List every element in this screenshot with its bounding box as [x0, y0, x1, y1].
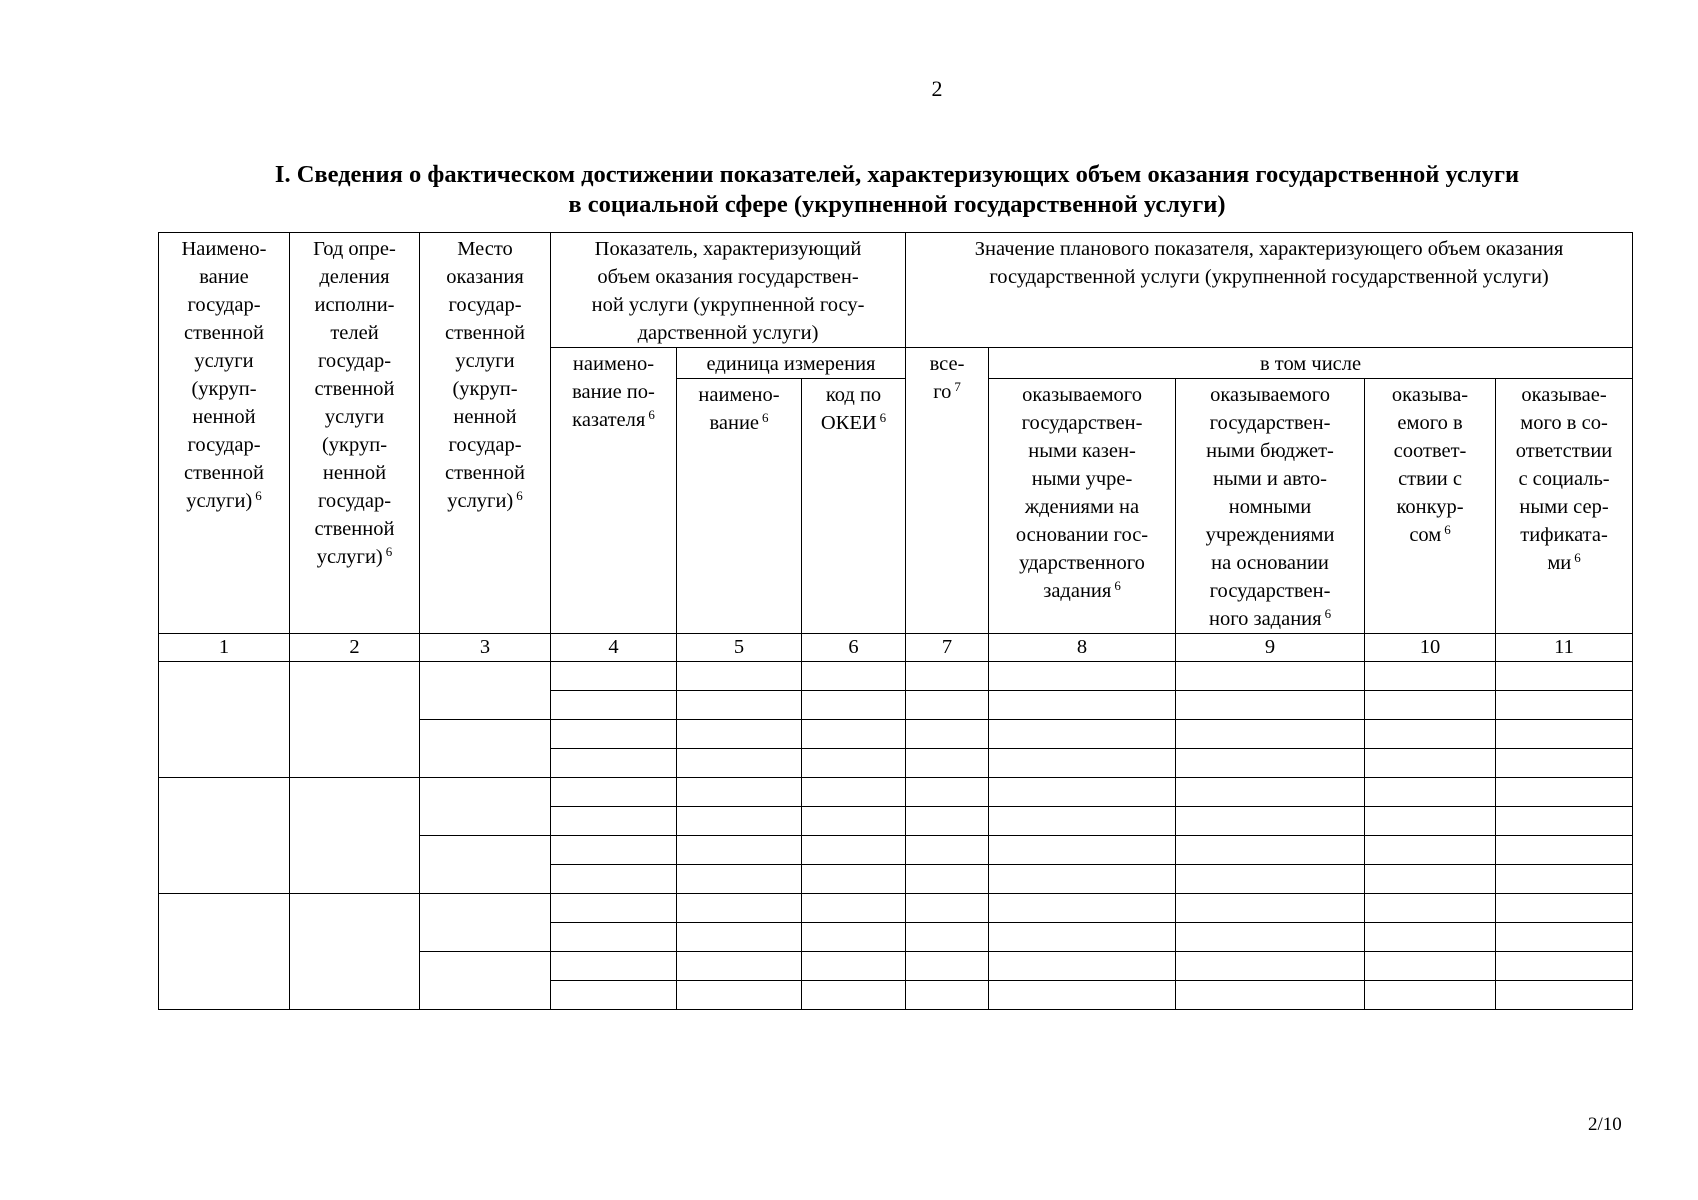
header-text-line: ными сер-: [1519, 496, 1609, 518]
header-total: [906, 348, 989, 634]
table-cell[interactable]: [1496, 952, 1633, 981]
table-cell[interactable]: [420, 720, 551, 778]
header-text-line: услуги: [324, 406, 385, 428]
header-text: вание: [709, 412, 760, 434]
header-text-line: ными бюджет-: [1206, 440, 1334, 462]
table-cell[interactable]: [551, 923, 677, 952]
table-cell[interactable]: [420, 662, 551, 720]
header-text-line: наимено-: [698, 384, 780, 406]
table-cell[interactable]: [802, 865, 906, 894]
header-text-line: оказывае-: [1521, 384, 1607, 406]
header-text-line: оказываемого: [1022, 384, 1142, 406]
header-text-line: [1498, 549, 1630, 577]
table-cell[interactable]: [989, 749, 1176, 778]
header-text-line: государ-: [187, 294, 261, 316]
table-cell[interactable]: [290, 778, 420, 894]
table-cell[interactable]: [551, 720, 677, 749]
header-text: казателя: [572, 409, 646, 431]
table-cell[interactable]: [989, 778, 1176, 807]
column-number: 1: [159, 634, 290, 662]
header-service-name: [159, 233, 290, 634]
table-cell[interactable]: [677, 836, 802, 865]
column-number: 5: [677, 634, 802, 662]
table-cell[interactable]: [1496, 662, 1633, 691]
header-text-line: Значение планового показателя, характеризующего объем оказания: [974, 238, 1564, 260]
header-text-line: оказания: [446, 266, 524, 288]
column-number: 10: [1365, 634, 1496, 662]
header-including-group: в том числе: [989, 348, 1633, 379]
header-text-line: ными и авто-: [1213, 468, 1327, 490]
table-cell[interactable]: [802, 923, 906, 952]
header-text-line: (укруп-: [191, 378, 257, 400]
table-cell[interactable]: [802, 981, 906, 1010]
footnote-mark: 6: [1114, 578, 1121, 593]
table-cell[interactable]: [1176, 836, 1365, 865]
table-cell[interactable]: [159, 662, 290, 778]
header-text: ОКЕИ: [820, 412, 877, 434]
table-cell[interactable]: [677, 894, 802, 923]
header-by-certificates: [1496, 379, 1633, 634]
table-cell[interactable]: [906, 865, 989, 894]
table-cell[interactable]: [1496, 807, 1633, 836]
footnote-mark: 6: [1444, 522, 1451, 537]
table-cell[interactable]: [906, 981, 989, 1010]
table-cell[interactable]: [1365, 691, 1496, 720]
table-cell[interactable]: [551, 981, 677, 1010]
table-row: [159, 662, 1633, 691]
table-cell[interactable]: [1176, 749, 1365, 778]
header-text-line: конкур-: [1396, 496, 1464, 518]
table-cell[interactable]: [1496, 836, 1633, 865]
header-text-line: ответствии: [1515, 440, 1613, 462]
table-cell[interactable]: [1365, 720, 1496, 749]
table-cell[interactable]: [420, 894, 551, 952]
header-text-line: государ-: [448, 434, 522, 456]
table-cell[interactable]: [989, 923, 1176, 952]
table-cell[interactable]: [677, 691, 802, 720]
table-cell[interactable]: [802, 749, 906, 778]
header-text-line: ненной: [453, 406, 517, 428]
header-text: задания: [1043, 580, 1112, 602]
table-cell[interactable]: [677, 923, 802, 952]
header-text-line: ударственного: [1019, 552, 1145, 574]
header-year-of-executors: [290, 233, 420, 634]
header-text: услуги): [316, 546, 383, 568]
table-cell[interactable]: [1496, 894, 1633, 923]
table-cell[interactable]: [1496, 923, 1633, 952]
table-cell[interactable]: [290, 662, 420, 778]
header-text: ного задания: [1208, 608, 1322, 630]
header-text-line: государ-: [317, 490, 392, 512]
section-title: [160, 160, 1634, 220]
table-cell[interactable]: [802, 778, 906, 807]
table-cell[interactable]: [677, 662, 802, 691]
table-cell[interactable]: [1176, 923, 1365, 952]
table-cell[interactable]: [551, 691, 677, 720]
header-text-line: вание по-: [572, 381, 655, 403]
column-number: 3: [420, 634, 551, 662]
header-text-line: наимено-: [572, 353, 655, 375]
column-number-row: [159, 634, 1633, 662]
column-number: 6: [802, 634, 906, 662]
header-text-line: ственной: [445, 462, 525, 484]
table-cell[interactable]: [551, 749, 677, 778]
table-cell[interactable]: [989, 836, 1176, 865]
header-text-line: [161, 487, 287, 515]
footnote-mark: 6: [648, 407, 655, 422]
title-line-1: I. Сведения о фактическом достижении показателей, характеризующих объем оказания государственной услуги: [274, 161, 1520, 188]
header-text-line: исполни-: [314, 294, 395, 316]
header-text-line: учреждениями: [1205, 524, 1335, 546]
header-okei-code: [802, 379, 906, 634]
table-cell[interactable]: [989, 720, 1176, 749]
table-cell[interactable]: [677, 865, 802, 894]
table-cell[interactable]: [1496, 749, 1633, 778]
header-text-line: [679, 409, 799, 437]
table-cell[interactable]: [802, 952, 906, 981]
header-text-line: вание: [199, 266, 249, 288]
table-cell[interactable]: [1365, 662, 1496, 691]
table-cell[interactable]: [1365, 923, 1496, 952]
header-text-line: государ-: [187, 434, 261, 456]
footnote-mark: 6: [385, 544, 393, 559]
table-cell[interactable]: [802, 720, 906, 749]
header-text-line: емого в: [1397, 412, 1463, 434]
table-cell[interactable]: [551, 865, 677, 894]
table-cell[interactable]: [906, 952, 989, 981]
header-text-line: государствен-: [1209, 412, 1331, 434]
header-by-competition: [1365, 379, 1496, 634]
table-cell[interactable]: [906, 720, 989, 749]
footnote-mark: 6: [516, 488, 523, 503]
column-number: 8: [989, 634, 1176, 662]
table-cell[interactable]: [1176, 981, 1365, 1010]
table-cell[interactable]: [989, 865, 1176, 894]
header-text-line: деления: [319, 266, 390, 288]
table-cell[interactable]: [989, 952, 1176, 981]
header-text-line: ственной: [184, 462, 264, 484]
table-cell[interactable]: [1176, 807, 1365, 836]
header-text-line: оказыва-: [1391, 384, 1469, 406]
header-text-line: [422, 487, 548, 515]
table-cell[interactable]: [906, 807, 989, 836]
header-text-line: мого в со-: [1520, 412, 1608, 434]
table-cell[interactable]: [677, 720, 802, 749]
footnote-mark: 6: [255, 488, 262, 503]
table-cell[interactable]: [989, 894, 1176, 923]
table-cell[interactable]: [989, 662, 1176, 691]
header-text: услуги): [186, 490, 253, 512]
header-text-line: (укруп-: [321, 434, 388, 456]
data-rows: [159, 662, 1633, 1010]
header-text-line: все-: [929, 353, 965, 375]
header-budget-autonomous: [1176, 379, 1365, 634]
table-cell[interactable]: [1496, 691, 1633, 720]
header-text-line: телей: [330, 322, 379, 344]
table-cell[interactable]: [1365, 749, 1496, 778]
table-cell[interactable]: [802, 836, 906, 865]
column-number: 2: [290, 634, 420, 662]
table-cell[interactable]: [1496, 778, 1633, 807]
table-cell[interactable]: [906, 691, 989, 720]
header-indicator-name: [551, 348, 677, 634]
header-text-line: оказываемого: [1210, 384, 1330, 406]
header-text-line: ственной: [184, 322, 264, 344]
header-text-line: дарственной услуги): [637, 322, 819, 344]
table-cell[interactable]: [677, 749, 802, 778]
header-text-line: ненной: [322, 462, 387, 484]
table-cell[interactable]: [1365, 807, 1496, 836]
page-number: 2: [931, 76, 943, 101]
table-cell[interactable]: [420, 836, 551, 894]
table-cell[interactable]: [420, 952, 551, 1010]
table-cell[interactable]: [677, 952, 802, 981]
header-planned-value-group: [906, 233, 1633, 348]
header-text-line: государствен-: [1021, 412, 1143, 434]
footnote-mark: 6: [1574, 550, 1581, 565]
header-text-line: код по: [825, 384, 882, 406]
header-text-line: [908, 378, 986, 406]
header-text-line: ждениями на: [1024, 496, 1140, 518]
column-number: 4: [551, 634, 677, 662]
header-text-line: услуги: [194, 350, 254, 372]
table-cell[interactable]: [989, 981, 1176, 1010]
header-text-line: [292, 543, 417, 571]
header-indicator-group: [551, 233, 906, 348]
table-row: [159, 778, 1633, 807]
header-text-line: ненной: [192, 406, 256, 428]
table-cell[interactable]: [159, 778, 290, 894]
table-cell[interactable]: [677, 778, 802, 807]
table-cell[interactable]: [420, 778, 551, 836]
header-unit-name: [677, 379, 802, 634]
table-cell[interactable]: [1176, 778, 1365, 807]
header-text: услуги): [447, 490, 514, 512]
header-text-line: объем оказания государствен-: [597, 266, 859, 288]
header-text-line: [991, 577, 1173, 605]
table-cell[interactable]: [159, 894, 290, 1010]
header-text-line: соответ-: [1393, 440, 1467, 462]
table-cell[interactable]: [906, 749, 989, 778]
table-cell[interactable]: [989, 691, 1176, 720]
table-cell[interactable]: [1365, 836, 1496, 865]
footnote-mark: 6: [762, 410, 769, 425]
table-cell[interactable]: [551, 894, 677, 923]
header-unit-group: единица измерения: [677, 348, 906, 379]
header-state-institutions: [989, 379, 1176, 634]
header-text-line: [1367, 521, 1493, 549]
table-cell[interactable]: [906, 778, 989, 807]
table-cell[interactable]: [802, 662, 906, 691]
table-cell[interactable]: [1176, 894, 1365, 923]
header-text-line: (укруп-: [452, 378, 518, 400]
table-cell[interactable]: [906, 662, 989, 691]
table-cell[interactable]: [1176, 952, 1365, 981]
table-cell[interactable]: [677, 807, 802, 836]
header-text-line: ствии с: [1398, 468, 1462, 490]
table-cell[interactable]: [551, 807, 677, 836]
table-cell[interactable]: [1176, 662, 1365, 691]
table-cell[interactable]: [1365, 894, 1496, 923]
header-text-line: услуги: [455, 350, 515, 372]
table-cell[interactable]: [1365, 778, 1496, 807]
table-cell[interactable]: [989, 807, 1176, 836]
header-text-line: государственной услуги (укрупненной государственной услуги): [989, 266, 1549, 288]
header-text-line: ными учре-: [1031, 468, 1133, 490]
footer-page-counter: 2/10: [1588, 1114, 1622, 1135]
table-cell[interactable]: [1176, 691, 1365, 720]
table-cell[interactable]: [551, 662, 677, 691]
table-cell[interactable]: [1496, 981, 1633, 1010]
header-text-line: тификата-: [1520, 524, 1608, 546]
header-text: го: [933, 381, 952, 403]
header-text-line: [553, 406, 674, 434]
footnote-mark: 6: [879, 410, 887, 425]
table-row: [159, 894, 1633, 923]
report-table: [158, 232, 1633, 1010]
table-cell[interactable]: [906, 923, 989, 952]
header-text-line: Год опре-: [313, 238, 396, 260]
header-text-line: с социаль-: [1518, 468, 1610, 490]
table-cell[interactable]: [551, 836, 677, 865]
table-cell[interactable]: [1365, 981, 1496, 1010]
header-text-line: основании гос-: [1015, 524, 1149, 546]
table-cell[interactable]: [677, 981, 802, 1010]
header-text-line: государствен-: [1209, 580, 1331, 602]
header-text-line: государ-: [448, 294, 522, 316]
header-text-line: государ-: [317, 350, 392, 372]
header-text-line: ной услуги (укрупненной госу-: [591, 294, 865, 316]
table-cell[interactable]: [290, 894, 420, 1010]
header-text-line: Наимено-: [181, 238, 267, 260]
column-number: 9: [1176, 634, 1365, 662]
table-cell[interactable]: [1496, 720, 1633, 749]
table-cell[interactable]: [802, 807, 906, 836]
column-number: 11: [1496, 634, 1633, 662]
table-cell[interactable]: [1496, 865, 1633, 894]
header-text-line: [804, 409, 903, 437]
header-text-line: на основании: [1211, 552, 1329, 574]
footnote-mark: 6: [1324, 606, 1332, 621]
header-text-line: ными казен-: [1028, 440, 1136, 462]
header-text-line: ственной: [314, 378, 395, 400]
table-cell[interactable]: [1365, 952, 1496, 981]
column-number: 7: [906, 634, 989, 662]
table-cell[interactable]: [906, 836, 989, 865]
header-text-line: Показатель, характеризующий: [594, 238, 862, 260]
title-line-2: в социальной сфере (укрупненной государственной услуги): [568, 191, 1226, 218]
table-cell[interactable]: [1176, 720, 1365, 749]
header-text-line: ственной: [314, 518, 395, 540]
table-cell[interactable]: [802, 894, 906, 923]
header-text-line: Место: [457, 238, 513, 260]
header-service-place: [420, 233, 551, 634]
table-cell[interactable]: [906, 894, 989, 923]
table-cell[interactable]: [1365, 865, 1496, 894]
footnote-mark: 7: [954, 379, 961, 394]
header-text-line: ственной: [445, 322, 525, 344]
header-text: сом: [1409, 524, 1442, 546]
header-text: ми: [1547, 552, 1572, 574]
table-cell[interactable]: [1176, 865, 1365, 894]
header-text-line: [1178, 605, 1362, 633]
table-cell[interactable]: [551, 778, 677, 807]
table-cell[interactable]: [802, 691, 906, 720]
header-text-line: номными: [1228, 496, 1312, 518]
table-cell[interactable]: [551, 952, 677, 981]
